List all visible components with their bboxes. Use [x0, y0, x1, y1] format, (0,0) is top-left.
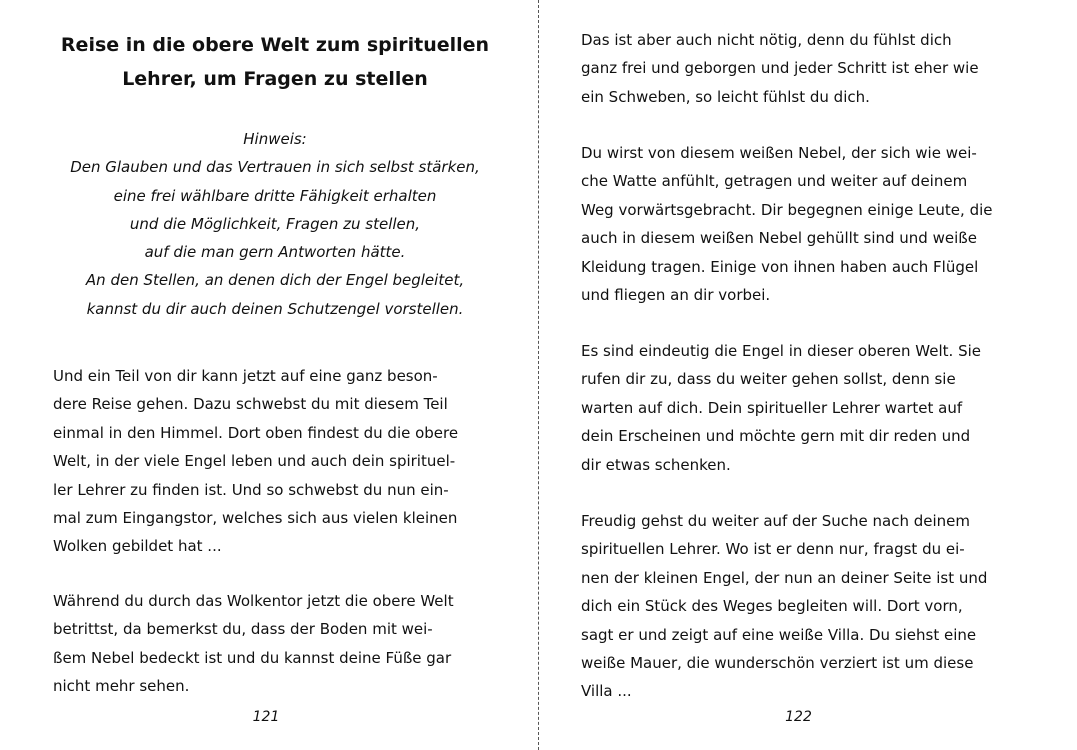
text-line: nen der kleinen Engel, der nun an deiner Seite ist und	[581, 568, 988, 587]
right-page	[540, 0, 1077, 750]
text-line: Es sind eindeutig die Engel in dieser oberen Welt. Sie	[581, 342, 981, 360]
text-line: Wolken gebildet hat ...	[53, 537, 222, 556]
text-line: Kleidung tragen. Einige von ihnen haben auch Flügel	[581, 257, 979, 276]
text-line: Während du durch das Wolkentor jetzt die obere Welt	[53, 592, 454, 610]
hint-block	[30, 125, 520, 323]
text-line: dir etwas schenken.	[581, 455, 731, 474]
title-line: Lehrer, um Fragen zu stellen	[122, 68, 428, 90]
text-line: spirituellen Lehrer. Wo ist er denn nur, fragst du ei-	[581, 540, 965, 559]
text-line: ganz frei und geborgen und jeder Schritt ist eher wie	[581, 59, 979, 78]
text-line: ler Lehrer zu finden ist. Und so schwebst du nun ein-	[53, 480, 449, 499]
title-line: Reise in die obere Welt zum spirituellen	[60, 34, 490, 56]
paragraph	[581, 139, 1031, 309]
text-line: weiße Mauer, die wunderschön verziert ist um diese	[581, 654, 974, 673]
text-line: sagt er und zeigt auf eine weiße Villa. Du siehst eine	[581, 625, 977, 644]
hint-line: kannst du dir auch deinen Schutzengel vorstellen.	[86, 299, 464, 318]
hint-line: An den Stellen, an denen dich der Engel begleitet,	[85, 271, 465, 290]
hint-line: auf die man gern Antworten hätte.	[144, 243, 406, 262]
paragraph	[53, 362, 503, 561]
text-line: betrittst, da bemerkst du, dass der Boden mit wei-	[53, 620, 433, 639]
hint-line: und die Möglichkeit, Fragen zu stellen,	[129, 214, 421, 233]
text-line: Welt, in der viele Engel leben und auch dein spirituel-	[53, 452, 456, 471]
text-line: warten auf dich. Dein spiritueller Lehrer wartet auf	[581, 398, 963, 417]
left-page	[0, 0, 538, 750]
text-line: mal zum Eingangstor, welches sich aus vielen kleinen	[53, 509, 458, 528]
page-number: 122	[785, 709, 812, 725]
hint-line: eine frei wählbare dritte Fähigkeit erhalten	[113, 186, 437, 205]
text-line: Weg vorwärtsgebracht. Dir begegnen einige Leute, die	[581, 200, 993, 219]
hint-heading: Hinweis:	[243, 130, 307, 148]
text-line: ein Schweben, so leicht fühlst du dich.	[581, 87, 870, 106]
page-number: 121	[252, 709, 280, 725]
paragraph	[53, 587, 503, 701]
hint-line: Den Glauben und das Vertrauen in sich selbst stärken,	[70, 158, 480, 177]
text-line: dein Erscheinen und möchte gern mit dir reden und	[581, 427, 971, 446]
paragraph	[581, 337, 1031, 479]
text-line: Freudig gehst du weiter auf der Suche nach deinem	[581, 512, 971, 530]
text-line: Das ist aber auch nicht nötig, denn du fühlst dich	[581, 31, 952, 49]
text-line: nicht mehr sehen.	[53, 677, 190, 696]
text-line: und fliegen an dir vorbei.	[581, 286, 771, 305]
text-line: Und ein Teil von dir kann jetzt auf eine ganz beson-	[53, 367, 438, 385]
text-line: auch in diesem weißen Nebel gehüllt sind und weiße	[581, 229, 977, 248]
text-line: dere Reise gehen. Dazu schwebst du mit diesem Teil	[53, 395, 448, 414]
text-line: dich ein Stück des Weges begleiten will. Dort vorn,	[581, 597, 963, 616]
page-divider	[538, 0, 539, 750]
text-line: einmal in den Himmel. Dort oben findest du die obere	[53, 423, 459, 442]
paragraph	[581, 26, 1031, 111]
chapter-title	[30, 28, 520, 96]
paragraph	[581, 507, 1031, 706]
text-line: ßem Nebel bedeckt ist und du kannst deine Füße gar	[53, 648, 452, 667]
text-line: Villa ...	[581, 682, 632, 701]
text-line: che Watte anfühlt, getragen und weiter auf deinem	[581, 172, 968, 191]
text-line: Du wirst von diesem weißen Nebel, der sich wie wei-	[581, 144, 977, 162]
text-line: rufen dir zu, dass du weiter gehen sollst, denn sie	[581, 370, 956, 389]
